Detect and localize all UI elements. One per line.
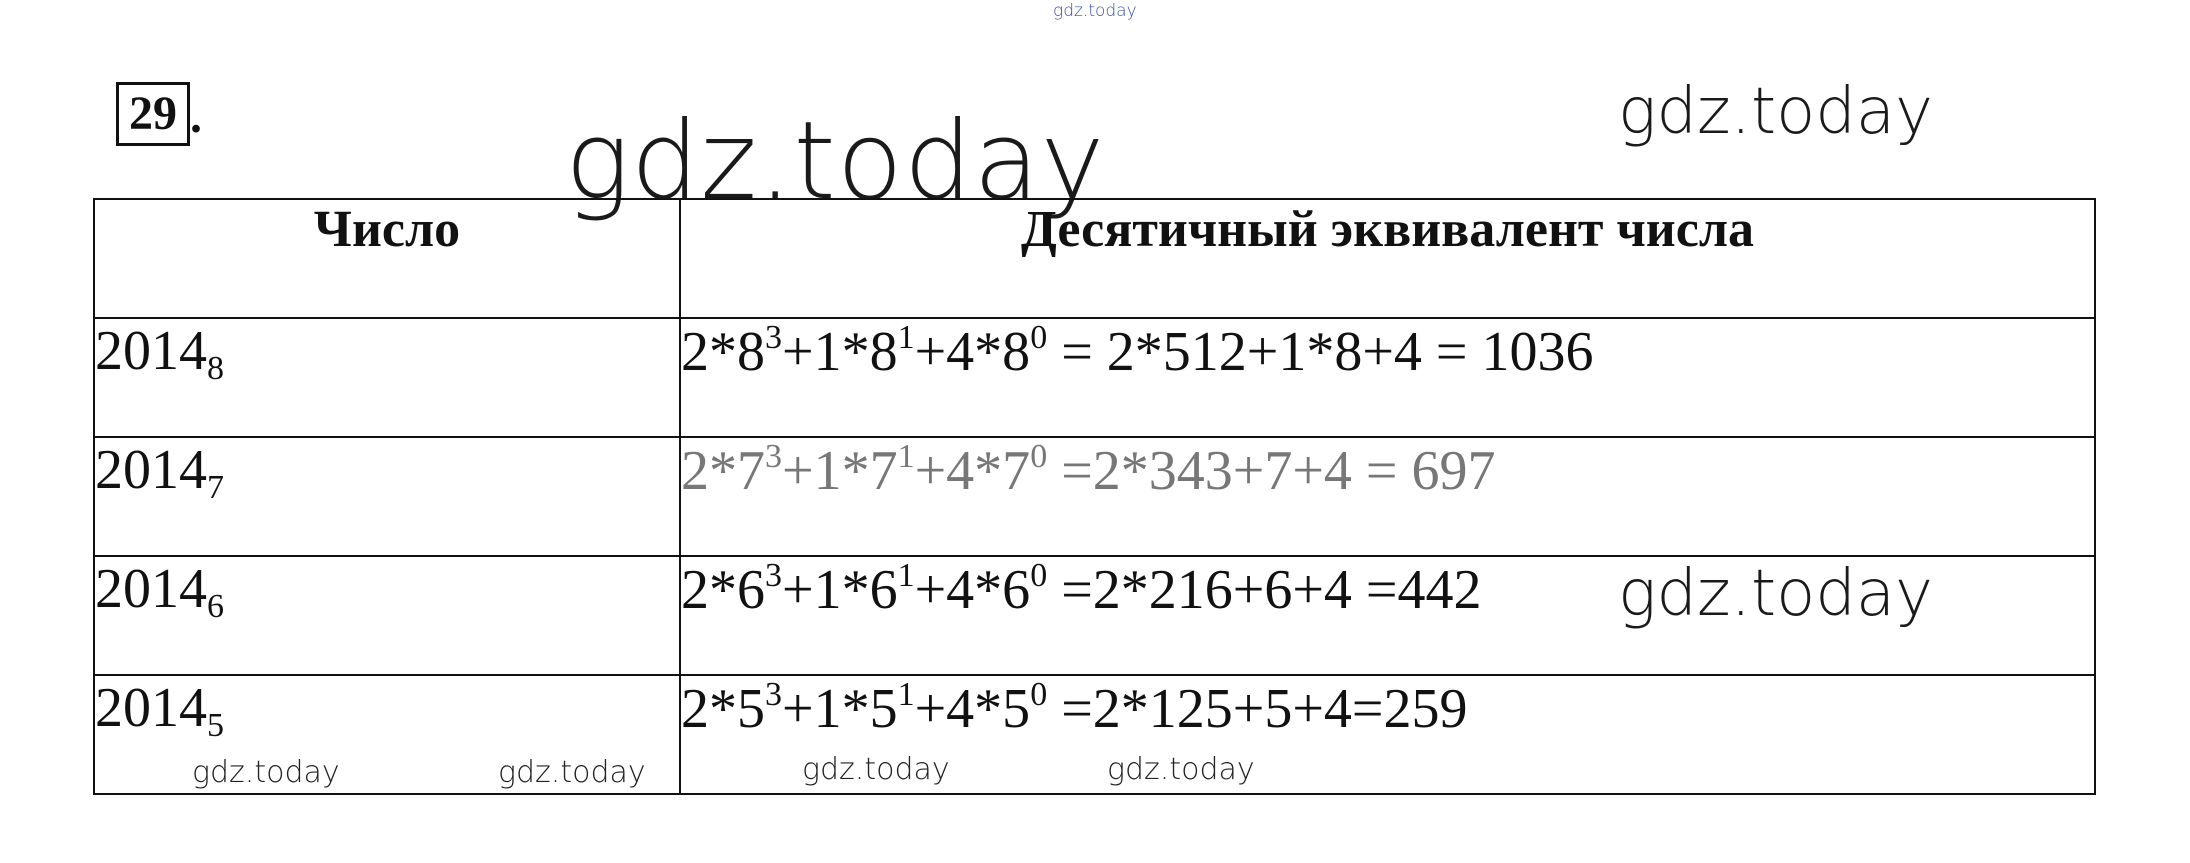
number-digits: 2014 bbox=[95, 677, 207, 739]
number-digits: 2014 bbox=[95, 558, 207, 620]
expression-text: +4*8 bbox=[914, 321, 1031, 383]
watermark-small-4: gdz.today bbox=[1107, 752, 1255, 787]
expression-text: 2*8 bbox=[681, 321, 765, 383]
watermark-right-mid: gdz.today bbox=[1618, 557, 1933, 631]
expression-text: +1*5 bbox=[782, 678, 898, 740]
expression-text: +1*7 bbox=[782, 440, 898, 502]
exponent: 0 bbox=[1030, 676, 1048, 713]
task-number bbox=[116, 82, 202, 146]
expression-cell bbox=[680, 318, 2095, 437]
expression-text: =2*343+7+4 = 697 bbox=[1047, 440, 1496, 502]
exponent: 0 bbox=[1030, 438, 1048, 475]
expression-cell bbox=[680, 437, 2095, 556]
header-decimal-equivalent: Десятичный эквивалент числа bbox=[680, 199, 2095, 318]
watermark-top: gdz.today bbox=[1053, 1, 1137, 21]
expression-text: +4*7 bbox=[914, 440, 1031, 502]
number-base: 5 bbox=[207, 707, 224, 744]
task-number-box: 29 bbox=[116, 82, 190, 146]
exponent: 3 bbox=[765, 557, 782, 594]
number-digits: 2014 bbox=[95, 320, 207, 382]
number-base: 7 bbox=[207, 469, 224, 506]
exponent: 3 bbox=[765, 319, 782, 356]
watermark-small-3: gdz.today bbox=[802, 752, 950, 787]
watermark-small-1: gdz.today bbox=[192, 755, 340, 790]
expression-text: +4*5 bbox=[914, 678, 1031, 740]
expression-text: = 2*512+1*8+4 = 1036 bbox=[1047, 321, 1594, 383]
watermark-right-top: gdz.today bbox=[1618, 75, 1933, 149]
number-cell bbox=[94, 556, 680, 675]
expression-text: =2*216+6+4 =442 bbox=[1047, 559, 1482, 621]
expression-text: 2*7 bbox=[681, 440, 765, 502]
header-number: Число bbox=[94, 199, 680, 318]
exponent: 0 bbox=[1030, 557, 1048, 594]
exponent: 3 bbox=[765, 438, 782, 475]
number-cell bbox=[94, 318, 680, 437]
task-number-dot: . bbox=[190, 90, 202, 143]
watermark-large: gdz.today bbox=[565, 99, 1106, 224]
expression-text: +4*6 bbox=[914, 559, 1031, 621]
exponent: 1 bbox=[897, 319, 915, 356]
expression-text: 2*5 bbox=[681, 678, 765, 740]
exponent: 1 bbox=[897, 557, 915, 594]
conversion-table bbox=[93, 198, 2096, 795]
expression-text: 2*6 bbox=[681, 559, 765, 621]
expression-text: +1*6 bbox=[782, 559, 898, 621]
number-cell bbox=[94, 437, 680, 556]
table-row bbox=[94, 437, 2095, 556]
watermark-small-2: gdz.today bbox=[498, 755, 646, 790]
expression-text: +1*8 bbox=[782, 321, 898, 383]
number-digits: 2014 bbox=[95, 439, 207, 501]
table-header-row bbox=[94, 199, 2095, 318]
exponent: 0 bbox=[1030, 319, 1048, 356]
exponent: 1 bbox=[897, 438, 915, 475]
exponent: 1 bbox=[897, 676, 915, 713]
table-row bbox=[94, 675, 2095, 794]
number-base: 6 bbox=[207, 588, 224, 625]
exponent: 3 bbox=[765, 676, 782, 713]
number-base: 8 bbox=[207, 350, 224, 387]
expression-text: =2*125+5+4=259 bbox=[1047, 678, 1468, 740]
table-row bbox=[94, 318, 2095, 437]
